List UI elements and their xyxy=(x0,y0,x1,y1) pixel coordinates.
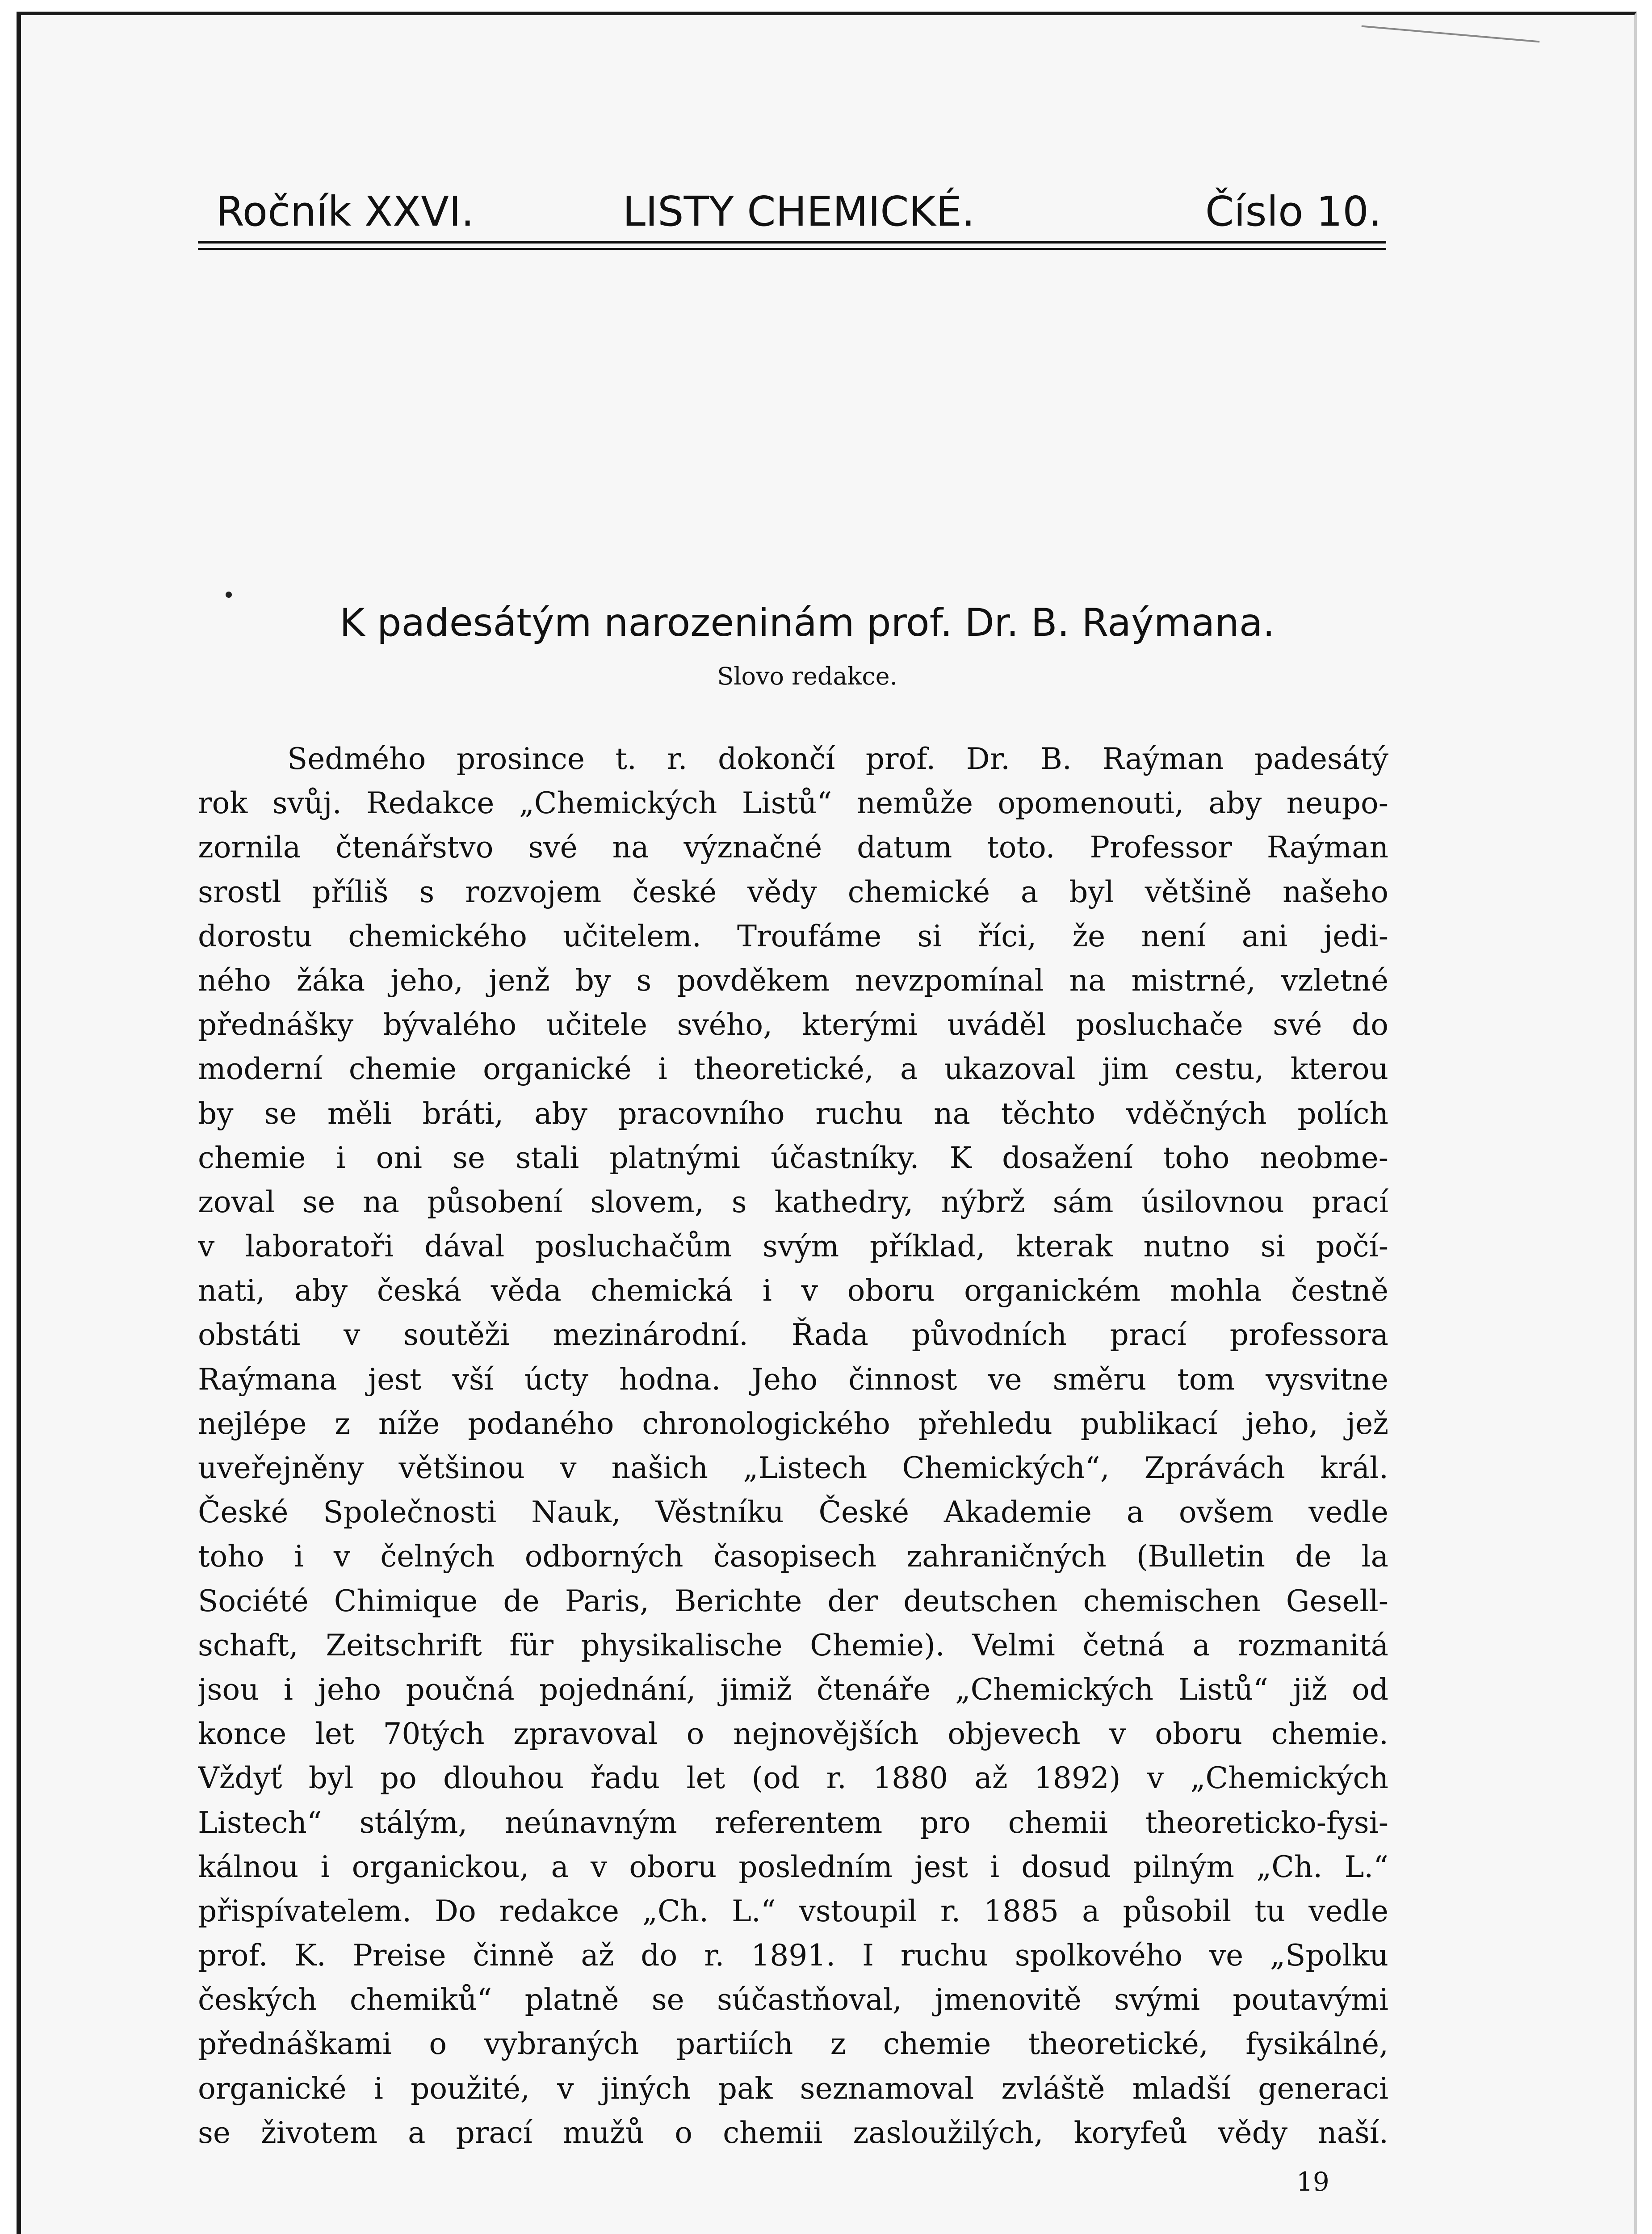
body-line: schaft, Zeitschrift für physikalische Chemie). Velmi četná a rozmanitá xyxy=(198,1628,1388,1663)
body-line: ného žáka jeho, jenž by s povděkem nevzpomínal na mistrné, vzletné xyxy=(198,963,1388,998)
body-line: přednášky bývalého učitele svého, kterými uváděl posluchače své do xyxy=(198,1008,1388,1042)
body-line: Vždyť byl po dlouhou řadu let (od r. 1880 až 1892) v „Chemických xyxy=(198,1761,1388,1796)
article-body xyxy=(198,737,1388,2155)
body-line: v laboratoři dával posluchačům svým příklad, kterak nutno si počí- xyxy=(198,1229,1388,1264)
running-header xyxy=(216,188,1382,246)
body-line: moderní chemie organické i theoretické, a ukazoval jim cestu, kterou xyxy=(198,1052,1388,1087)
body-line: chemie i oni se stali platnými účastníky. K dosažení toho neobme- xyxy=(198,1140,1388,1175)
body-line: konce let 70tých zpravoval o nejnovějších objevech v oboru chemie. xyxy=(198,1717,1388,1751)
body-line: prof. K. Preise činně až do r. 1891. I ruchu spolkového ve „Spolku xyxy=(198,1938,1388,1973)
body-line: zornila čtenářstvo své na význačné datum toto. Professor Raýman xyxy=(198,830,1388,865)
body-line: České Společnosti Nauk, Věstníku České Akademie a ovšem vedle xyxy=(198,1495,1388,1530)
scan-artifact xyxy=(1362,25,1540,43)
body-line: přispívatelem. Do redakce „Ch. L.“ vstoupil r. 1885 a působil tu vedle xyxy=(198,1894,1388,1928)
body-line: zoval se na působení slovem, s kathedry, nýbrž sám úsilovnou prací xyxy=(198,1184,1388,1219)
body-line: obstáti v soutěži mezinárodní. Řada původních prací professora xyxy=(198,1318,1388,1352)
body-line: Sedmého prosince t. r. dokončí prof. Dr. B. Raýman padesátý xyxy=(287,742,1388,776)
body-line: uveřejněny většinou v našich „Listech Chemických“, Zprávách král. xyxy=(198,1451,1388,1485)
body-line: nejlépe z níže podaného chronologického přehledu publikací jeho, jež xyxy=(198,1406,1388,1441)
body-line: dorostu chemického učitelem. Troufáme si říci, že není ani jedi- xyxy=(198,919,1388,953)
print-speck xyxy=(226,592,232,598)
page-number: 19 xyxy=(1296,2167,1329,2197)
body-line: rok svůj. Redakce „Chemických Listů“ nemůže opomenouti, aby neupo- xyxy=(198,786,1388,821)
body-line: by se měli bráti, aby pracovního ruchu na těchto vděčných polích xyxy=(198,1096,1388,1131)
body-line: jsou i jeho poučná pojednání, jimiž čtenáře „Chemických Listů“ již od xyxy=(198,1672,1388,1707)
body-line: se životem a prací mužů o chemii zasloužilých, koryfeů vědy naší. xyxy=(198,2115,1388,2150)
header-rule-secondary xyxy=(198,248,1386,250)
header-volume: Ročník XXVI. xyxy=(216,188,474,235)
body-line: kálnou i organickou, a v oboru posledním jest i dosud pilným „Ch. L.“ xyxy=(198,1849,1388,1884)
article-title: K padesátým narozeninám prof. Dr. B. Raýmana. xyxy=(340,600,1275,645)
body-line: organické i použité, v jiných pak seznamoval zvláště mladší generaci xyxy=(198,2071,1388,2106)
body-line: přednáškami o vybraných partiích z chemie theoretické, fysikálné, xyxy=(198,2027,1388,2062)
body-line: Listech“ stálým, neúnavným referentem pro chemii theoreticko-fysi- xyxy=(198,1805,1388,1840)
body-line: nati, aby česká věda chemická i v oboru organickém mohla čestně xyxy=(198,1273,1388,1308)
header-journal-title: LISTY CHEMICKÉ. xyxy=(622,188,975,235)
article-subtitle: Slovo redakce. xyxy=(717,662,897,690)
header-issue-number: Číslo 10. xyxy=(1205,188,1382,235)
body-line: srostl příliš s rozvojem české vědy chemické a byl většině našeho xyxy=(198,874,1388,909)
header-rule xyxy=(198,241,1386,244)
body-line: Raýmana jest vší úcty hodna. Jeho činnost ve směru tom vysvitne xyxy=(198,1362,1388,1397)
body-line: Société Chimique de Paris, Berichte der deutschen chemischen Gesell- xyxy=(198,1583,1388,1618)
body-line: českých chemiků“ platně se súčastňoval, jmenovitě svými poutavými xyxy=(198,1982,1388,2017)
document-page xyxy=(17,12,1637,2234)
body-line: toho i v čelných odborných časopisech zahraničných (Bulletin de la xyxy=(198,1539,1388,1574)
